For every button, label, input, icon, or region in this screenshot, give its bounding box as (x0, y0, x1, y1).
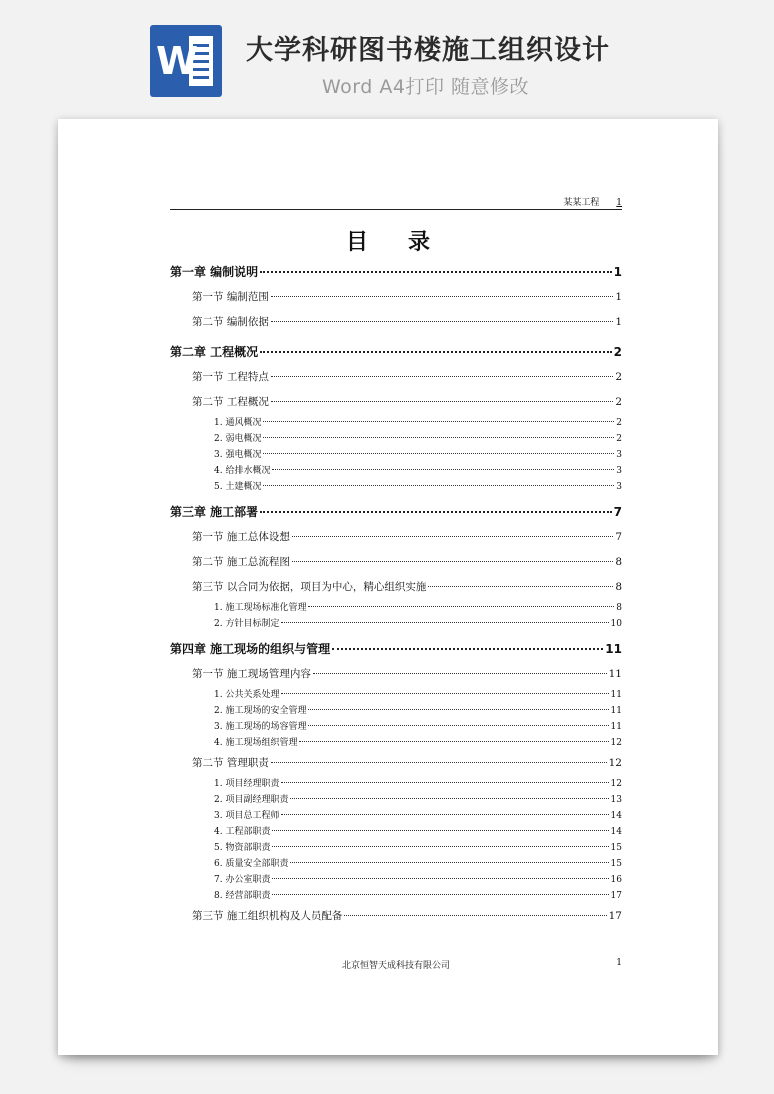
toc-entry-text: 7. 办公室职责 (214, 875, 271, 885)
document-page (58, 119, 718, 1055)
toc-leader-dots (344, 915, 606, 916)
toc-entry-page: 17 (610, 891, 622, 901)
toc-entry-page: 11 (610, 690, 622, 700)
toc-leader-dots (281, 693, 608, 694)
word-logo-letter: W (156, 39, 198, 83)
toc-entry-page: 1 (615, 291, 622, 303)
toc-entry-page: 15 (610, 843, 622, 853)
toc-entry-text: 8. 经营部职责 (214, 891, 271, 901)
toc-entry-chapter[interactable] (170, 339, 622, 365)
toc-entry-page: 7 (615, 531, 622, 543)
toc-entry-page: 2 (616, 418, 622, 428)
toc-entry-text: 第二节 工程概况 (192, 396, 269, 408)
toc-entry-item[interactable] (170, 872, 622, 888)
toc-entry-chapter[interactable] (170, 636, 622, 662)
toc-entry-item[interactable] (170, 431, 622, 447)
toc-entry-text: 第二节 编制依据 (192, 316, 269, 328)
toc-entry-text: 第三节 施工组织机构及人员配备 (192, 910, 343, 922)
toc-entry-text: 5. 土建概况 (214, 482, 262, 492)
toc-entry-text: 第一节 施工总体设想 (192, 531, 290, 543)
toc-entry-text: 2. 施工现场的安全管理 (214, 706, 307, 716)
toc-entry-text: 3. 施工现场的场容管理 (214, 722, 307, 732)
toc-entry-page: 12 (608, 757, 622, 769)
toc-entry-item[interactable] (170, 463, 622, 479)
toc-entry-page: 12 (610, 779, 622, 789)
toc-leader-dots (260, 351, 611, 353)
toc-entry-text: 第二节 管理职责 (192, 757, 269, 769)
toc-leader-dots (271, 376, 613, 377)
toc-entry-page: 16 (610, 875, 622, 885)
toc-entry-page: 14 (610, 827, 622, 837)
toc-leader-dots (272, 846, 608, 847)
toc-entry-item[interactable] (170, 616, 622, 632)
toc-entry-page: 17 (608, 910, 622, 922)
footer-company: 北京恒智天成科技有限公司 (341, 961, 450, 971)
toc-entry-chapter[interactable] (170, 499, 622, 525)
toc-entry-page: 3 (616, 466, 622, 476)
toc-entry-item[interactable] (170, 735, 622, 751)
header-text: 某某工程 (563, 198, 600, 208)
toc-leader-dots (263, 437, 614, 438)
toc-entry-section[interactable] (170, 310, 622, 335)
toc-leader-dots (272, 469, 614, 470)
toc-leader-dots (332, 648, 603, 650)
toc-leader-dots (292, 536, 613, 537)
banner (0, 0, 774, 110)
toc-entry-page: 11 (605, 642, 622, 656)
toc-entry-text: 第一章 编制说明 (170, 265, 259, 279)
toc-leader-dots (272, 878, 608, 879)
header-page-number: 1 (616, 198, 622, 208)
toc-entry-text: 第二节 施工总流程图 (192, 556, 290, 568)
toc-entry-section[interactable] (170, 575, 622, 600)
toc-entry-item[interactable] (170, 600, 622, 616)
toc-entry-page: 2 (613, 345, 622, 359)
toc-entry-page: 2 (615, 371, 622, 383)
toc-leader-dots (271, 296, 613, 297)
toc-entry-section[interactable] (170, 550, 622, 575)
toc-leader-dots (281, 782, 608, 783)
toc-leader-dots (290, 798, 608, 799)
toc-leader-dots (263, 453, 614, 454)
toc-entry-item[interactable] (170, 415, 622, 431)
toc-entry-section[interactable] (170, 904, 622, 929)
toc-entry-page: 11 (608, 668, 622, 680)
word-icon (150, 25, 222, 97)
toc-entry-text: 1. 施工现场标准化管理 (214, 603, 307, 613)
toc-entry-text: 2. 方针目标制定 (214, 619, 280, 629)
toc-leader-dots (308, 725, 608, 726)
table-of-contents (170, 255, 622, 929)
toc-entry-text: 第三章 施工部署 (170, 505, 259, 519)
toc-leader-dots (290, 862, 608, 863)
toc-entry-text: 2. 项目副经理职责 (214, 795, 289, 805)
toc-entry-text: 第一节 工程特点 (192, 371, 269, 383)
toc-entry-item[interactable] (170, 840, 622, 856)
toc-entry-page: 1 (615, 316, 622, 328)
toc-entry-item[interactable] (170, 703, 622, 719)
toc-leader-dots (428, 586, 613, 587)
banner-title: 大学科研图书楼施工组织设计 (246, 35, 610, 66)
toc-entry-text: 3. 项目总工程师 (214, 811, 280, 821)
toc-leader-dots (272, 830, 608, 831)
toc-entry-item[interactable] (170, 792, 622, 808)
page-header (170, 195, 622, 210)
toc-entry-text: 4. 给排水概况 (214, 466, 271, 476)
toc-leader-dots (308, 709, 608, 710)
toc-entry-text: 6. 质量安全部职责 (214, 859, 289, 869)
toc-entry-text: 第一节 施工现场管理内容 (192, 668, 311, 680)
toc-entry-page: 12 (610, 738, 622, 748)
toc-entry-item[interactable] (170, 776, 622, 792)
toc-entry-section[interactable] (170, 390, 622, 415)
toc-title: 目录 (345, 230, 470, 255)
toc-leader-dots (260, 271, 611, 273)
toc-entry-section[interactable] (170, 525, 622, 550)
toc-leader-dots (313, 673, 607, 674)
toc-entry-text: 4. 施工现场组织管理 (214, 738, 298, 748)
toc-entry-page: 1 (613, 265, 622, 279)
toc-entry-page: 8 (615, 556, 622, 568)
toc-entry-page: 2 (616, 434, 622, 444)
toc-entry-page: 13 (610, 795, 622, 805)
toc-entry-page: 8 (615, 581, 622, 593)
toc-entry-page: 14 (610, 811, 622, 821)
toc-leader-dots (292, 561, 613, 562)
toc-entry-item[interactable] (170, 808, 622, 824)
toc-entry-item[interactable] (170, 687, 622, 703)
toc-entry-item[interactable] (170, 479, 622, 495)
toc-leader-dots (271, 401, 613, 402)
toc-entry-item[interactable] (170, 824, 622, 840)
toc-leader-dots (263, 485, 614, 486)
toc-leader-dots (299, 741, 608, 742)
toc-entry-section[interactable] (170, 285, 622, 310)
toc-leader-dots (271, 762, 607, 763)
toc-entry-page: 15 (610, 859, 622, 869)
toc-entry-section[interactable] (170, 662, 622, 687)
toc-entry-text: 3. 强电概况 (214, 450, 262, 460)
toc-entry-text: 第三节 以合同为依据，项目为中心，精心组织实施 (192, 581, 427, 593)
toc-entry-page: 10 (610, 619, 622, 629)
banner-subtitle: Word A4打印 随意修改 (322, 76, 530, 98)
toc-entry-text: 1. 通风概况 (214, 418, 262, 428)
toc-leader-dots (272, 894, 608, 895)
toc-leader-dots (263, 421, 614, 422)
toc-leader-dots (281, 814, 608, 815)
toc-entry-section[interactable] (170, 751, 622, 776)
toc-entry-text: 5. 物资部职责 (214, 843, 271, 853)
toc-entry-text: 第二章 工程概况 (170, 345, 259, 359)
toc-entry-page: 3 (616, 482, 622, 492)
toc-entry-text: 2. 弱电概况 (214, 434, 262, 444)
toc-leader-dots (260, 511, 611, 513)
toc-leader-dots (281, 622, 608, 623)
toc-entry-item[interactable] (170, 719, 622, 735)
toc-leader-dots (271, 321, 613, 322)
toc-entry-text: 1. 项目经理职责 (214, 779, 280, 789)
toc-entry-section[interactable] (170, 365, 622, 390)
toc-entry-item[interactable] (170, 888, 622, 904)
toc-entry-text: 第四章 施工现场的组织与管理 (170, 642, 331, 656)
toc-entry-text: 1. 公共关系处理 (214, 690, 280, 700)
footer-page-number: 1 (616, 958, 622, 968)
toc-entry-item[interactable] (170, 447, 622, 463)
toc-entry-page: 11 (610, 722, 622, 732)
toc-entry-item[interactable] (170, 856, 622, 872)
toc-entry-page: 8 (616, 603, 622, 613)
toc-entry-chapter[interactable] (170, 259, 622, 285)
toc-entry-page: 7 (613, 505, 622, 519)
toc-entry-text: 4. 工程部职责 (214, 827, 271, 837)
toc-entry-text: 第一节 编制范围 (192, 291, 269, 303)
toc-leader-dots (308, 606, 614, 607)
toc-entry-page: 3 (616, 450, 622, 460)
toc-entry-page: 2 (615, 396, 622, 408)
toc-entry-page: 11 (610, 706, 622, 716)
